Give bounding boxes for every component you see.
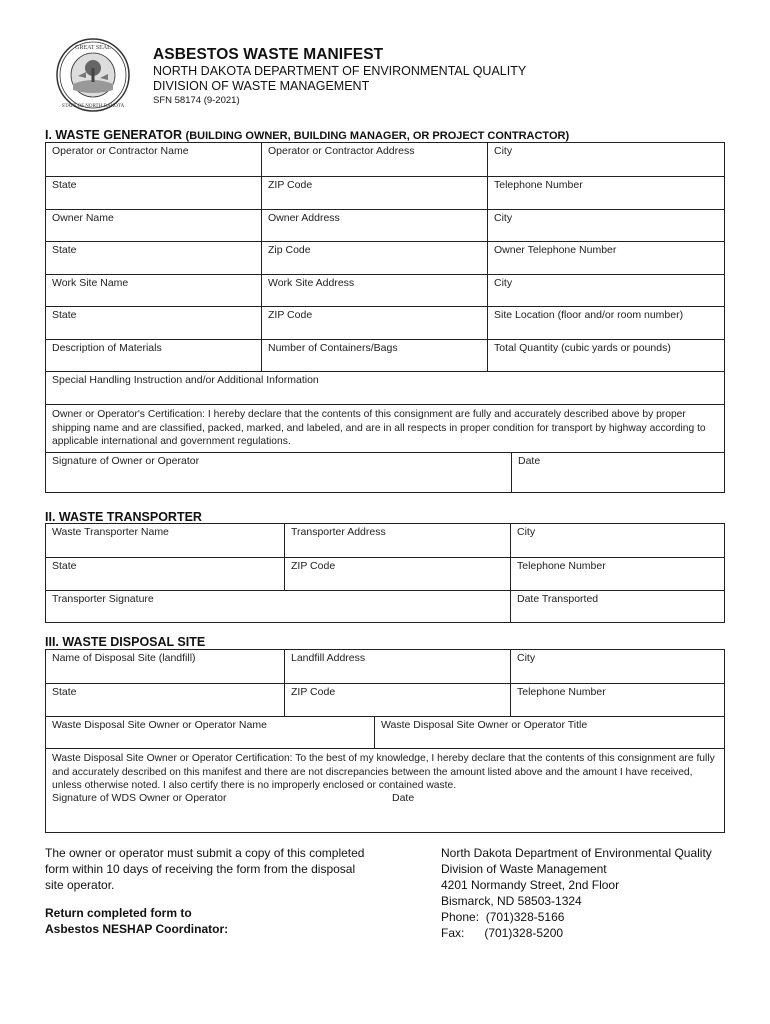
fax-number: Fax: (701)328-5200 <box>441 926 564 940</box>
wds-owner-name-field[interactable]: Waste Disposal Site Owner or Operator Name <box>52 719 267 731</box>
wds-signature-field[interactable]: Signature of WDS Owner or Operator <box>52 792 227 804</box>
owner-city-field[interactable]: City <box>487 210 724 241</box>
table-row <box>46 792 724 832</box>
mailing-address <box>441 845 712 941</box>
wds-owner-title-field[interactable]: Waste Disposal Site Owner or Operator Title <box>374 717 724 748</box>
work-site-state-field[interactable]: State <box>52 309 77 321</box>
return-line-2: Asbestos NESHAP Coordinator: <box>45 922 229 936</box>
operator-city-field[interactable]: City <box>487 143 724 176</box>
transporter-city-field[interactable]: City <box>510 524 724 557</box>
transporter-state-field[interactable]: State <box>52 560 77 572</box>
section-1-subtitle: (BUILDING OWNER, BUILDING MANAGER, OR PROJECT CONTRACTOR) <box>185 130 570 142</box>
return-line-1: Return completed form to <box>45 906 192 920</box>
section-2-title: II. WASTE TRANSPORTER <box>45 510 202 524</box>
operator-name-field[interactable]: Operator or Contractor Name <box>52 145 189 157</box>
materials-description-field[interactable]: Description of Materials <box>52 342 162 354</box>
total-quantity-field[interactable]: Total Quantity (cubic yards or pounds) <box>487 340 724 371</box>
department-name: NORTH DAKOTA DEPARTMENT OF ENVIRONMENTAL QUALITY <box>153 64 527 78</box>
table-row <box>46 209 724 241</box>
disposal-phone-field[interactable]: Telephone Number <box>510 684 724 716</box>
work-site-city-field[interactable]: City <box>487 275 724 306</box>
owner-phone-field[interactable]: Owner Telephone Number <box>487 242 724 274</box>
site-location-field[interactable]: Site Location (floor and/or room number) <box>487 307 724 339</box>
date-transported-field[interactable]: Date Transported <box>510 591 724 622</box>
operator-state-field[interactable]: State <box>52 179 77 191</box>
form-header <box>153 46 526 106</box>
table-row <box>46 306 724 339</box>
owner-name-field[interactable]: Owner Name <box>52 212 114 224</box>
address-line-2: Division of Waste Management <box>441 862 607 876</box>
waste-generator-table <box>45 142 725 493</box>
disposal-city-field[interactable]: City <box>510 650 724 683</box>
generator-certification-text: Owner or Operator's Certification: I hereby declare that the contents of this consignment are fully and accurately described above by proper shipping name and are classified, packed, marked, and labeled, and are in all respects in proper condition for transport by highway according to applicable international and government regulations. <box>52 409 706 447</box>
table-row <box>46 524 724 557</box>
operator-address-field[interactable]: Operator or Contractor Address <box>261 143 487 176</box>
table-row <box>46 339 724 371</box>
address-line-4: Bismarck, ND 58503-1324 <box>441 894 582 908</box>
table-row <box>46 371 724 404</box>
wds-signature-date-field[interactable]: Date <box>392 792 415 804</box>
disposal-zip-field[interactable]: ZIP Code <box>284 684 510 716</box>
containers-count-field[interactable]: Number of Containers/Bags <box>261 340 487 371</box>
owner-signature-date-field[interactable]: Date <box>511 453 724 492</box>
section-1-heading: I. WASTE GENERATOR <box>45 128 183 142</box>
operator-zip-field[interactable]: ZIP Code <box>261 177 487 209</box>
work-site-address-field[interactable]: Work Site Address <box>261 275 487 306</box>
table-row <box>46 143 724 176</box>
disposal-state-field[interactable]: State <box>52 686 77 698</box>
submission-text: The owner or operator must submit a copy of this completed form within 10 days of receiving the form from the disposal site operator. <box>45 846 365 892</box>
work-site-name-field[interactable]: Work Site Name <box>52 277 129 289</box>
landfill-address-field[interactable]: Landfill Address <box>284 650 510 683</box>
table-row <box>46 176 724 209</box>
work-site-zip-field[interactable]: ZIP Code <box>261 307 487 339</box>
table-row <box>46 590 724 622</box>
table-row <box>46 452 724 492</box>
owner-zip-field[interactable]: Zip Code <box>261 242 487 274</box>
table-row <box>46 241 724 274</box>
waste-transporter-table <box>45 523 725 623</box>
owner-state-field[interactable]: State <box>52 244 77 256</box>
transporter-name-field[interactable]: Waste Transporter Name <box>52 526 169 538</box>
address-line-1: North Dakota Department of Environmental Quality <box>441 846 712 860</box>
operator-phone-field[interactable]: Telephone Number <box>487 177 724 209</box>
table-row <box>46 274 724 306</box>
transporter-zip-field[interactable]: ZIP Code <box>284 558 510 590</box>
seal-text-top: GREAT SEAL <box>75 45 111 51</box>
owner-signature-field[interactable]: Signature of Owner or Operator <box>52 455 200 467</box>
table-row <box>46 557 724 590</box>
form-title: ASBESTOS WASTE MANIFEST <box>153 46 384 63</box>
address-line-3: 4201 Normandy Street, 2nd Floor <box>441 878 620 892</box>
section-3-title: III. WASTE DISPOSAL SITE <box>45 635 206 649</box>
seal-text-bottom: STATE OF NORTH DAKOTA <box>61 104 125 109</box>
table-row <box>46 683 724 716</box>
form-number: SFN 58174 (9-2021) <box>153 95 240 106</box>
division-name: DIVISION OF WASTE MANAGEMENT <box>153 79 370 93</box>
transporter-address-field[interactable]: Transporter Address <box>284 524 510 557</box>
state-seal-logo <box>56 38 130 112</box>
transporter-phone-field[interactable]: Telephone Number <box>510 558 724 590</box>
disposal-site-name-field[interactable]: Name of Disposal Site (landfill) <box>52 652 196 664</box>
section-1-title <box>45 128 569 142</box>
owner-address-field[interactable]: Owner Address <box>261 210 487 241</box>
waste-disposal-site-table <box>45 649 725 833</box>
table-row <box>46 650 724 683</box>
table-row <box>46 404 724 452</box>
table-row <box>46 748 724 792</box>
disposal-certification-text: Waste Disposal Site Owner or Operator Certification: To the best of my knowledge, I hereby declare that the contents of this consignment are fully and accurately described on this manifest and there are not discrepancies between the amount listed above and the amount I have received, unless otherwise noted. I also certify there is no improperly enclosed or contained waste. <box>52 753 715 791</box>
special-handling-field[interactable]: Special Handling Instruction and/or Additional Information <box>52 374 319 386</box>
submission-instructions <box>45 845 365 937</box>
transporter-signature-field[interactable]: Transporter Signature <box>52 593 154 605</box>
table-row <box>46 716 724 748</box>
phone-number: Phone: (701)328-5166 <box>441 910 565 924</box>
